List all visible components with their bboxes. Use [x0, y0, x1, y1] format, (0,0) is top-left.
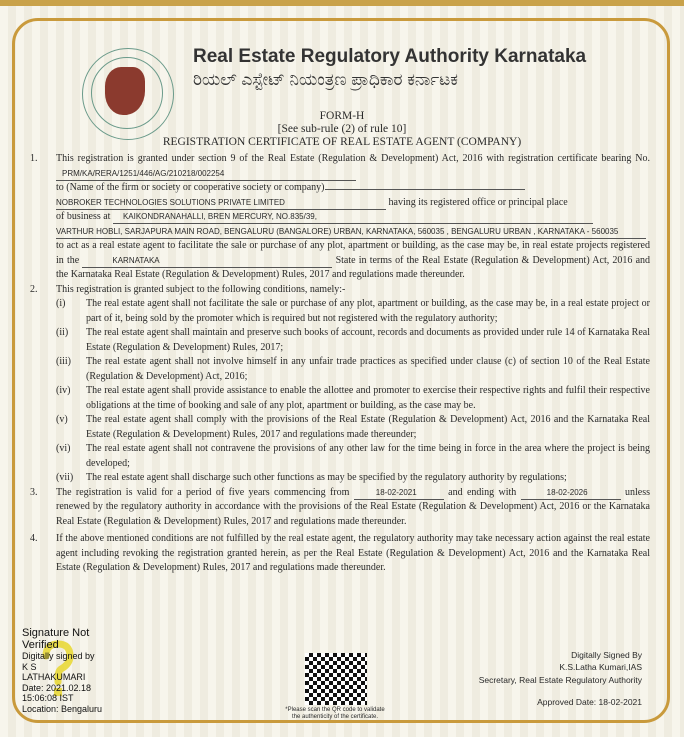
condition-number: (iii) — [56, 356, 71, 367]
signer-name: K.S.Latha Kumari,IAS — [559, 662, 642, 672]
paragraph-3: 3. The registration is valid for a period of five years commencing from 18-02-2021 and ending with 18-02-2026 unless renewed by the regulatory authority in accordance with the provisions of the Real Estate (Regulation & Development) Act, 2016 or the Karnataka Real Estate (Regulation & Development) Rules, 2017 and regulations made thereunder. — [30, 486, 651, 527]
subrule: [See sub-rule (2) of rule 10] — [277, 123, 407, 135]
condition-item — [56, 413, 650, 442]
condition-item — [56, 355, 650, 384]
condition-text: The real estate agent shall provide assistance to enable the allottee and promoter to exercise their respective rights and fulfil their respective obligations at the time of booking and sale of any plot, apartment or building, as the case may be. — [86, 385, 650, 411]
condition-item — [56, 384, 650, 413]
form-name: FORM-H — [319, 110, 365, 122]
condition-number: (v) — [56, 414, 68, 425]
authority-title-en: Real Estate Regulatory Authority Karnataka — [193, 46, 587, 67]
condition-text: The real estate agent shall maintain and preserve such books of account, records and documents as provided under rule 14 of Karnataka Real Estate (Regulation & Development) Rules, 2017; — [86, 327, 650, 353]
paragraph-4: 4. If the above mentioned conditions are not fulfilled by the real estate agent, the regulatory authority may take necessary action against the real estate agent including revoking the registration granted herein, as per the Real Estate (Regulation & Development) Act, 2016 and the Karnataka Real Estate (Regulation & Development) Rules, 2017 and regulations made thereunder. — [30, 533, 650, 573]
address-line-1: KAIKONDRANAHALLI, BREN MERCURY, NO.835/39, — [113, 211, 593, 224]
condition-number: (i) — [56, 298, 66, 309]
condition-item — [56, 297, 650, 326]
condition-text: The real estate agent shall discharge such other functions as may be specified by the regulatory authority by regulations; — [86, 472, 567, 483]
top-border — [0, 0, 684, 6]
qr-note: *Please scan the QR code to validate the authenticity of the certificate. — [285, 707, 385, 720]
condition-item — [56, 442, 650, 471]
valid-to-date: 18-02-2026 — [521, 487, 621, 500]
digital-signature-block[interactable]: Signature Not Verified Digitally signed by K S LATHAKUMARI Date: 2021.02.18 15:06:08 IST Location: Bengaluru — [22, 627, 103, 714]
valid-from-date: 18-02-2021 — [354, 487, 444, 500]
signed-by-label: Digitally Signed By — [571, 650, 642, 660]
paragraph-2: 2. This registration is granted subject to the following conditions, namely:- (i) The real estate agent shall not facilitate the sale or purchase of any plot, apartment or building, as the case may be, in a real estate project or part of it, being sold by the promoter which is required but not registered with the regulatory authority; (ii) The real estate agent shall maintain and preserve such books of account, records and documents as provided under rule 14 of Karnataka Real Estate (Regulation & Development) Rules, 2017; (iii) The real estate agent shall not involve himself in any unfair trade practices as specified under clause (c) of section 10 of the Real Estate (Regulation & Development) Act, 2016; (iv) The real estate agent shall provide assistance to enable the allottee and promoter to exercise their respective rights and fulfil their respective obligations at the time of booking and sale of any plot, apartment or building, as the case may be. (v) The real estate agent shall comply with the provisions of the Real Estate (Regulation & Development) Act, 2016 and the Karnataka Real Estate (Regulation & Development) Rules, 2017 and regulations made thereunder; (vi) The real estate agent shall not contravene the provisions of any other law for the time being in force in the area where the project is being developed; (vii) The real estate agent shall discharge such other functions as may be specified by the regulatory authority by regulations; — [30, 283, 650, 486]
condition-text: The real estate agent shall not contravene the provisions of any other law for the time being in force in the area where the project is being developed; — [86, 443, 650, 469]
qr-code[interactable] — [305, 653, 367, 705]
registration-number: PRM/KA/RERA/1251/446/AG/210218/002254 — [56, 168, 356, 181]
address-line-2: VARTHUR HOBLI, SARJAPURA MAIN ROAD, BENGALURU (BANGALORE) URBAN, KARNATAKA, 560035 , BENGALURU URBAN , KARNATAKA - 560035 — [56, 226, 646, 239]
authority-title-kn: ರಿಯಲ್ ಎಸ್ಟೇಟ್ ನಿಯಂತ್ರಣ ಪ್ರಾಧಿಕಾರ ಕರ್ನಾಟಕ — [193, 70, 458, 89]
condition-number: (vii) — [56, 472, 74, 483]
condition-number: (vi) — [56, 443, 71, 454]
condition-text: The real estate agent shall not facilitate the sale or purchase of any plot, apartment or building, as the case may be, in a real estate project or part of it, being sold by the promoter which is required but not registered with the regulatory authority; — [86, 298, 650, 324]
condition-number: (iv) — [56, 385, 71, 396]
condition-item — [56, 471, 650, 486]
condition-text: The real estate agent shall not involve himself in any unfair trade practices as specified under clause (c) of section 10 of the Real Estate (Regulation & Development) Act, 2016; — [86, 356, 650, 382]
approved-date: Approved Date: 18-02-2021 — [537, 697, 642, 707]
condition-number: (ii) — [56, 327, 69, 338]
signer-title: Secretary, Real Estate Regulatory Authority — [478, 675, 642, 685]
condition-item — [56, 326, 650, 355]
certificate-body — [30, 152, 650, 576]
state: KARNATAKA — [82, 255, 332, 268]
certificate-heading: REGISTRATION CERTIFICATE OF REAL ESTATE AGENT (COMPANY) — [162, 136, 522, 148]
paragraph-1: 1. This registration is granted under section 9 of the Real Estate (Regulation & Development) Act, 2016 with registration certificate bearing No. PRM/KA/RERA/1251/446/AG/210218/002254 to (Name of the firm or society or cooperative society or company) NOBROKER TECHNOLOGIES SOLUTIONS PRIVATE LIMITED having its registered office or principal place of business at KAIKONDRANAHALLI, BREN MERCURY, NO.835/39, VARTHUR HOBLI, SARJAPURA MAIN ROAD, BENGALURU (BANGALORE) URBAN, KARNATAKA, 560035 , BENGALURU URBAN , KARNATAKA - 560035 to act as a real estate agent to facilitate the sale or purchase of any plot, apartment or building, as the case may be, in real estate projects registered in the KARNATAKA State in terms of the Real Estate (Regulation & Development) Act, 2016 and the Karnataka Real Estate (Regulation & Development) Rules, 2017 and regulations made thereunder. — [30, 153, 651, 280]
company-name: NOBROKER TECHNOLOGIES SOLUTIONS PRIVATE LIMITED — [56, 197, 386, 210]
condition-text: The real estate agent shall comply with the provisions of the Real Estate (Regulation & Development) Act, 2016 and the Karnataka Real Estate (Regulation & Development) Rules, 2017 and regulations made thereunder; — [86, 414, 650, 440]
